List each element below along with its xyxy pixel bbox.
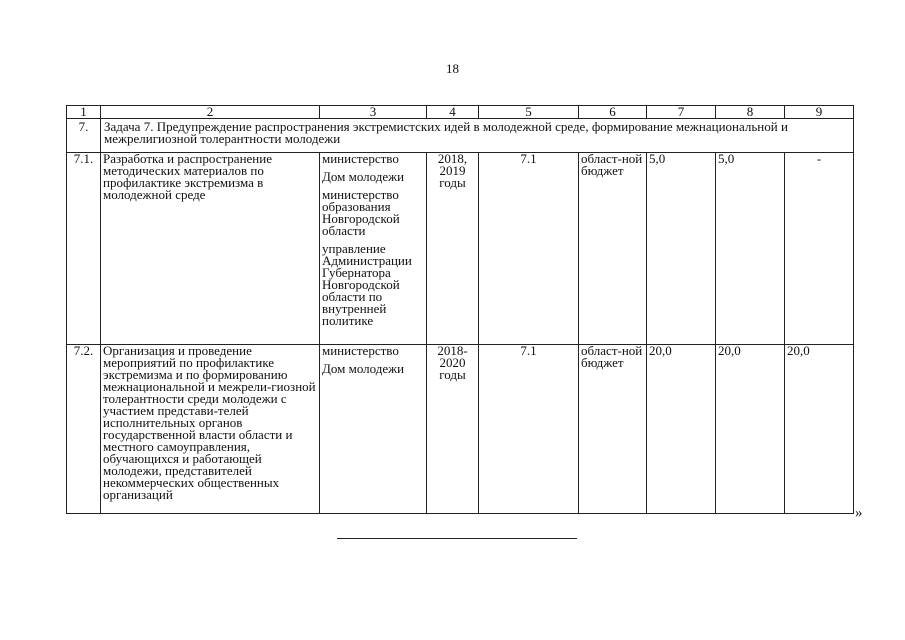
executor: Дом молодежи [322,361,405,376]
executor: министерство [322,151,399,166]
amount-2019-cell: 5,0 [716,153,785,345]
column-number: 5 [479,106,579,119]
funding-source-cell: област-ной бюджет [579,345,647,514]
executor: министерство образования Новгородской области [322,187,400,238]
executor: министерство [322,343,399,358]
column-number: 1 [67,106,101,119]
column-number-row [67,106,854,119]
amount-2020-cell: 20,0 [785,345,854,514]
table-row [67,345,854,514]
table-row [67,153,854,345]
amount-2018-cell: 20,0 [647,345,716,514]
amount-2019-cell: 20,0 [716,345,785,514]
task-number: 7. [67,119,101,153]
target-indicator-cell: 7.1 [479,153,579,345]
target-indicator-cell: 7.1 [479,345,579,514]
program-activities-table [66,105,854,514]
executors-cell [320,345,427,514]
years-cell: 2018-2020 годы [427,345,479,514]
column-number: 4 [427,106,479,119]
amount-2018-cell: 5,0 [647,153,716,345]
amount-2020-cell: - [785,153,854,345]
column-number: 2 [101,106,320,119]
column-number: 8 [716,106,785,119]
task-row [67,119,854,153]
executor: Дом молодежи [322,169,405,184]
activity-cell: Разработка и распространение методических материалов по профилактике экстремизма в молодежной среде [101,153,320,345]
page-number: 18 [446,61,459,76]
executors-cell [320,153,427,345]
closing-quote: » [855,505,863,521]
activity-cell: Организация и проведение мероприятий по профилактике экстремизма и по формированию межнациональной и межрели-гиозной толерантности среди молодежи с участием представи-телей исполнительных органов государственной власти области и местного самоуправления, обучающихся и работающей молодежи, представителей некоммерческих общественных организаций [101,345,320,514]
column-number: 7 [647,106,716,119]
column-number: 9 [785,106,854,119]
years-cell: 2018, 2019 годы [427,153,479,345]
row-number: 7.2. [67,345,101,514]
column-number: 3 [320,106,427,119]
column-number: 6 [579,106,647,119]
task-text: Задача 7. Предупреждение распространения экстремистских идей в молодежной среде, формирование межнациональной и межрелигиозной толерантности молодежи [101,119,854,153]
row-number: 7.1. [67,153,101,345]
funding-source-cell: област-ной бюджет [579,153,647,345]
executor: управление Администрации Губернатора Новгородской области по внутренней политике [322,241,412,328]
end-rule [337,538,577,539]
